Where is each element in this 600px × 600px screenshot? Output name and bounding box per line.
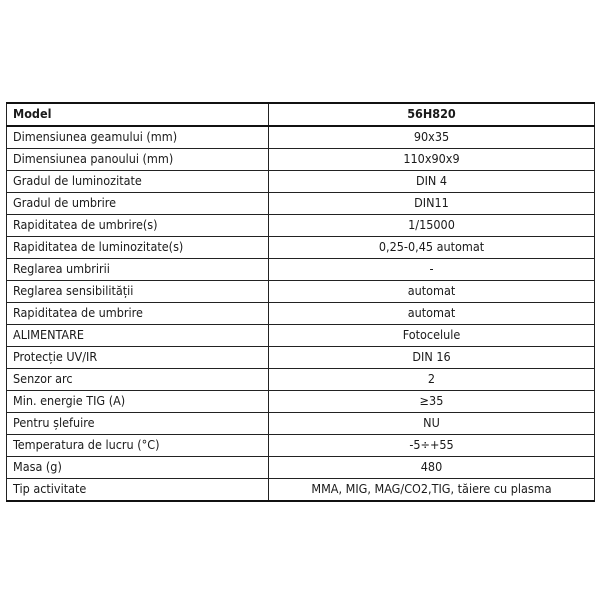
row-value: automat bbox=[269, 303, 595, 325]
row-label: Protecție UV/IR bbox=[7, 347, 269, 369]
row-value: Fotocelule bbox=[269, 325, 595, 347]
row-value: ≥35 bbox=[269, 391, 595, 413]
row-label: Temperatura de lucru (°C) bbox=[7, 435, 269, 457]
table-row bbox=[7, 457, 595, 479]
row-value: 110x90x9 bbox=[269, 149, 595, 171]
table-row bbox=[7, 435, 595, 457]
row-value: DIN 4 bbox=[269, 171, 595, 193]
row-label: Dimensiunea panoului (mm) bbox=[7, 149, 269, 171]
row-value: - bbox=[269, 259, 595, 281]
table-row bbox=[7, 215, 595, 237]
row-label: Senzor arc bbox=[7, 369, 269, 391]
row-value: MMA, MIG, MAG/CO2,TIG, tăiere cu plasma bbox=[269, 479, 595, 502]
table-row bbox=[7, 369, 595, 391]
table-row bbox=[7, 126, 595, 149]
row-label: Masa (g) bbox=[7, 457, 269, 479]
table-row bbox=[7, 281, 595, 303]
row-label: Rapiditatea de umbrire(s) bbox=[7, 215, 269, 237]
table-row bbox=[7, 171, 595, 193]
row-label: Pentru șlefuire bbox=[7, 413, 269, 435]
table-row bbox=[7, 149, 595, 171]
row-label: Reglarea umbririi bbox=[7, 259, 269, 281]
table-row bbox=[7, 347, 595, 369]
table-row bbox=[7, 193, 595, 215]
row-label: Rapiditatea de luminozitate(s) bbox=[7, 237, 269, 259]
spec-table bbox=[6, 102, 595, 502]
table-row bbox=[7, 413, 595, 435]
row-value: automat bbox=[269, 281, 595, 303]
row-label: Reglarea sensibilității bbox=[7, 281, 269, 303]
row-label: Min. energie TIG (A) bbox=[7, 391, 269, 413]
table-row bbox=[7, 391, 595, 413]
header-label-cell: Model bbox=[7, 103, 269, 126]
row-label: Tip activitate bbox=[7, 479, 269, 502]
row-value: DIN11 bbox=[269, 193, 595, 215]
row-value: -5÷+55 bbox=[269, 435, 595, 457]
row-value: 90x35 bbox=[269, 126, 595, 149]
table-row bbox=[7, 237, 595, 259]
table-row bbox=[7, 479, 595, 502]
row-value: DIN 16 bbox=[269, 347, 595, 369]
row-label: Gradul de luminozitate bbox=[7, 171, 269, 193]
row-label: Gradul de umbrire bbox=[7, 193, 269, 215]
table-row bbox=[7, 303, 595, 325]
row-value: 480 bbox=[269, 457, 595, 479]
table-row bbox=[7, 325, 595, 347]
row-label: Dimensiunea geamului (mm) bbox=[7, 126, 269, 149]
table-header-row bbox=[7, 103, 595, 126]
table-row bbox=[7, 259, 595, 281]
row-value: NU bbox=[269, 413, 595, 435]
row-label: Rapiditatea de umbrire bbox=[7, 303, 269, 325]
row-value: 0,25-0,45 automat bbox=[269, 237, 595, 259]
row-value: 2 bbox=[269, 369, 595, 391]
row-label: ALIMENTARE bbox=[7, 325, 269, 347]
header-value-cell: 56H820 bbox=[269, 103, 595, 126]
row-value: 1/15000 bbox=[269, 215, 595, 237]
